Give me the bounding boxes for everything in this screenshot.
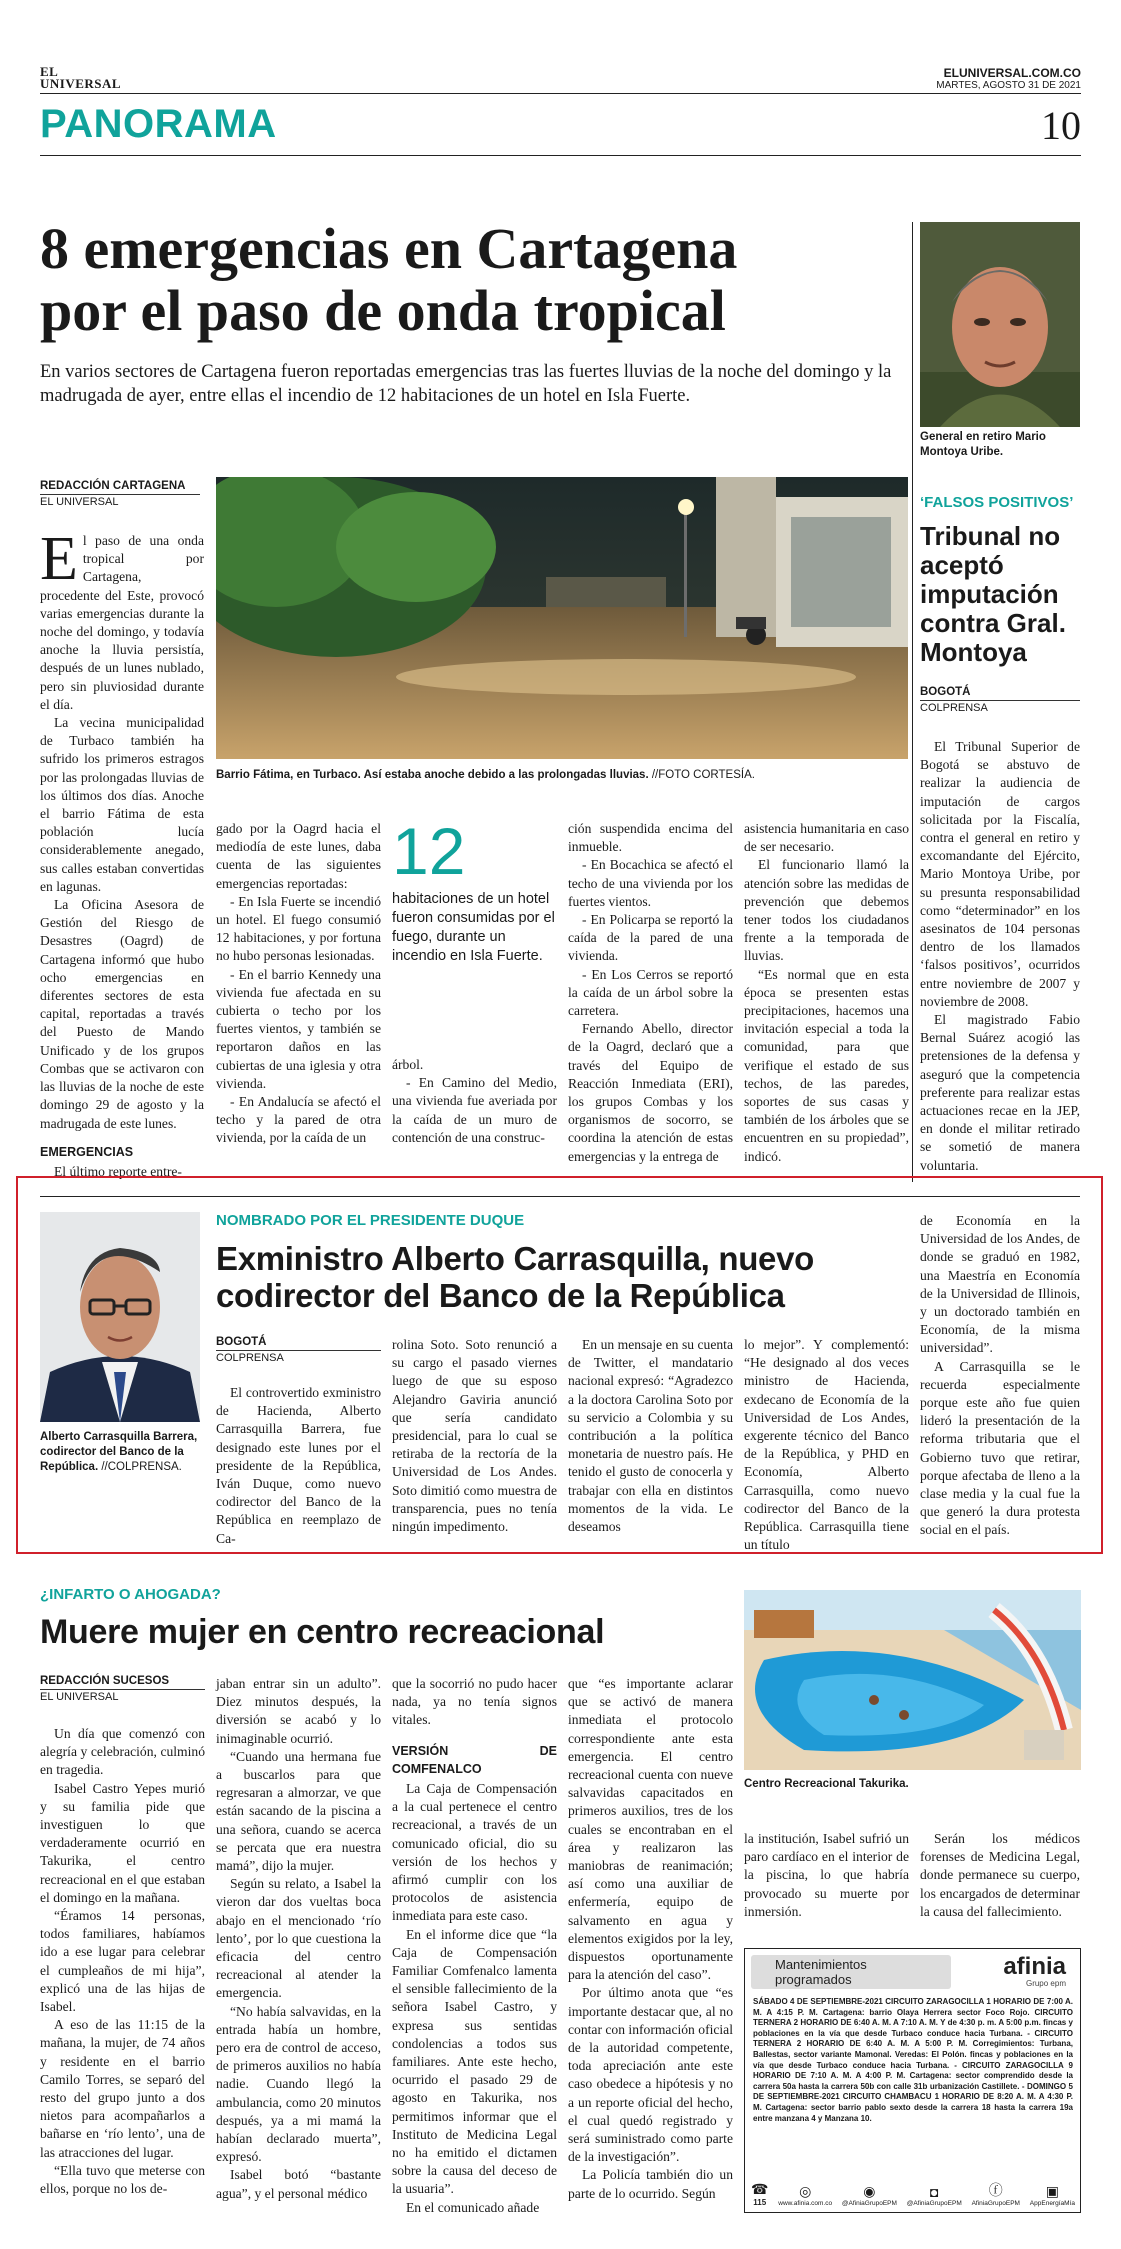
ad-title-line2: programados (775, 1972, 852, 1987)
pullquote-number: 12 (392, 814, 466, 888)
box-top-rule (40, 1196, 1080, 1197)
bottom-col-5 (744, 1830, 909, 1921)
main-col2-b3: - En Andalucía se afectó el techo y la pared de otra vivienda, por la caída de un (216, 1094, 381, 1146)
main-col4-b2: - En Policarpa se reportó la caída de la pared de una vivienda. (568, 912, 733, 964)
bottom-col3-p1: que la socorrió no pudo hacer nada, ya no tenía signos vitales. (392, 1676, 557, 1728)
carrasquilla-caption (40, 1430, 200, 1475)
byline-name: BOGOTÁ (920, 686, 971, 698)
caption-credit: //FOTO CORTESÍA. (651, 769, 755, 781)
ad-title-line1: Mantenimientos (775, 1957, 867, 1972)
flood-photo (216, 477, 908, 759)
boxed-byline (216, 1336, 381, 1364)
sidebar-kicker: ‘FALSOS POSITIVOS’ (920, 494, 1074, 511)
byline-org: EL UNIVERSAL (40, 494, 200, 508)
ad-footer-item: www.afinia.com.co (778, 2200, 833, 2207)
boxed-col-3 (568, 1336, 733, 1536)
boxed-headline-line1: Exministro Alberto Carrasquilla, nuevo (216, 1240, 815, 1277)
boxed-kicker: NOMBRADO POR EL PRESIDENTE DUQUE (216, 1212, 525, 1229)
main-col1-p1 (40, 525, 204, 714)
main-col5-p2: El funcionario llamó la atención sobre las medidas de prevención que debemos tener todos los ciudadanos frente a la temporada de lluvias. (744, 857, 909, 964)
boxed-col-4 (744, 1336, 909, 1554)
main-col-4 (568, 820, 733, 1166)
afinia-ad (744, 1948, 1081, 2213)
bottom-col-1 (40, 1725, 205, 2198)
main-col4-b1: - En Bocachica se afectó el techo de una vivienda por los fuertes vientos. (568, 857, 733, 909)
byline-org: COLPRENSA (216, 1350, 381, 1364)
byline-org: EL UNIVERSAL (40, 1689, 205, 1703)
byline-org: COLPRENSA (920, 700, 1080, 714)
main-col1-p1-text: l paso de una onda tropical por Cartagena, procedente del Este, provocó varias emergencias durante la noche del domingo, y todavía anoche la lluvia persistía, después de un lunes nublado, pero sin pluviosidad durante el día. (40, 533, 204, 712)
main-col-3 (392, 1056, 557, 1147)
section-rule (40, 155, 1081, 156)
ad-body: SÁBADO 4 DE SEPTIEMBRE-2021 CIRCUITO ZARAGOCILLA 1 HORARIO DE 7:00 A. M. A 4:15 P. M. Cartagena: barrio Olaya Herrera sector Foco Rojo. CIRCUITO TERNERA 2 HORARIO DE 6:40 A. M. A 7:10 A. M. Y de 4:30 p. m. A 5:00 p.m. fincas y poblaciones en la vía que desde Turbaco conduce hacia Turbana. - CIRCUITO TERNERA 2 HORARIO DE 6:40 A. M. A 5:00 P. M. Corregimientos: Turbana, Ballestas, sector variante Mamonal. Veredas: El Polón. fincas y poblaciones en la vía que desde Turbaco conduce hacia Turbana. - CIRCUITO ZARAGOCILLA 9 HORARIO DE 7:10 A. M. A 4:00 P. M. Cartagena: sector comprendido desde la carrera 50a hasta la carrera 50b con calle 31b urbanización Castillete. - DOMINGO 5 DE SEPTIEMBRE-2021 CIRCUITO CHAMBACU 1 HORARIO DE 8:20 A. M. A 4:30 P. M. Cartagena: sector barrio pablo sexto desde la carrera 18 hasta la carrera 19a entre manzana 4 y Manzana 10. (753, 1997, 1073, 2123)
boxed-col5-p2: A Carrasquilla se le recuerda especialmente porque este año fue quien lideró la presentación de la reforma tributaria que el Gobierno tuvo que retirar, porque afectaba de lleno a la clase media y la cual fue la que generó la dura protesta social en el país. (920, 1358, 1080, 1538)
section-title: PANORAMA (40, 102, 277, 146)
boxed-headline (216, 1240, 906, 1314)
boxed-col2-text: rolina Soto. Soto renunció a su cargo el pasado viernes luego de que su esposo Alejandro Gaviria anunció que sería candidato presidencial, para lo cual se retiraba de la rectoría de la Universidad de Los Andes. Soto dimitió como muestra de transparencia, pues no tenía ningún impedimento. (392, 1337, 557, 1535)
main-col5-p3: “Es normal que en esta época se presenten estas precipitaciones, hacemos una invitación especial a toda la comunidad, para que verifique el estado de sus techos, de las paredes, soportes de sus casas y también de los árboles que se encuentren en su propiedad”, indicó. (744, 966, 909, 1164)
bottom-col4-p: La Policía también dio un parte de lo ocurrido. Según (568, 2167, 733, 2201)
boxed-col-2 (392, 1336, 557, 1536)
main-col4-p2: Fernando Abello, director de la Oagrd, declaró que a través del Equipo de Reacción Inmediata (ERI), los grupos Combas y los organismos de socorro, se coordina la atención de estas emergencias y la entrega de (568, 1021, 733, 1164)
boxed-col1-text: El controvertido exministro de Hacienda, Alberto Carrasquilla Barrera, fue designado este lunes por el presidente de la República, Iván Duque, como nuevo codirector del Banco de la República en reemplazo de Ca- (216, 1385, 381, 1546)
main-headline (40, 218, 920, 342)
bottom-col3-p: La Caja de Compensación a la cual pertenece el centro recreacional, a través de un comunicado oficial, dio su versión de los hechos y afirmó cumplir con los protocolos de asistencia inmediata para este caso. (392, 1781, 557, 1924)
byline-name: REDACCIÓN CARTAGENA (40, 480, 186, 492)
takurika-caption: Centro Recreacional Takurika. (744, 1778, 909, 1790)
bottom-byline (40, 1675, 205, 1703)
main-byline (40, 480, 200, 508)
ad-title (775, 1957, 867, 1987)
boxed-col-1 (216, 1384, 381, 1548)
main-col2-b1: - En Isla Fuerte se incendió un hotel. El fuego consumió 12 habitaciones, y por fortuna no hubo personas lesionadas. (216, 893, 381, 964)
header-rule (40, 93, 1081, 94)
ad-brand-sub: Grupo epm (1025, 1979, 1066, 1988)
bottom-col1-p: “Ella tuvo que meterse con ellos, porque no los de- (40, 2162, 205, 2197)
main-col-5 (744, 820, 909, 1166)
main-col1-p4: El último reporte entre- (54, 1163, 182, 1179)
phone-icon: ☎ 115 (751, 2181, 769, 2207)
takurika-photo (744, 1590, 1081, 1770)
montoya-caption: General en retiro Mario Montoya Uribe. (920, 431, 1046, 458)
ad-footer-item: @AfiniaGrupoEPM (906, 2200, 962, 2207)
bottom-col2-p: jaban entrar sin un adulto”. Diez minutos después, la diversión se acabó y lo inimaginable ocurrió. (216, 1676, 381, 1746)
ad-footer-item: AppEnergíaMía (1029, 2200, 1075, 2207)
main-col2-b2: - En el barrio Kennedy una vivienda fue afectada en su cubierta o techo por los fuertes vientos, y también se reportaron daños en las cubiertas de una iglesia y otra vivienda. (216, 966, 381, 1091)
boxed-headline-line2: codirector del Banco de la República (216, 1277, 785, 1314)
bottom-col1-p: A eso de las 11:15 de la mañana, la mujer, de 74 años y residente en el barrio Camilo Torres, se separó del resto del grupo junto a dos nietos para acompañarlos a bañarse en ‘río lento’, una de las atracciones del lugar. (40, 2017, 205, 2160)
ad-brand: afinia (1003, 1953, 1066, 1980)
main-col1-p2: La vecina municipalidad de Turbaco también ha sufrido los primeros estragos por las prolongadas lluvias de los últimos dos días. Anoche el barrio Fátima de esta población lucía considerablemente anegado, sus calles estaban convertidas en lagunas. (40, 715, 204, 894)
bottom-col2-p: Según su relato, a Isabel la vieron dar dos vueltas boca abajo en el mencionado ‘río lento’, por lo que cuestiona la eficacia del centro recreacional al atender la emergencia. (216, 1876, 381, 2001)
main-col5-text: asistencia humanitaria en caso de ser necesario. (744, 821, 909, 855)
ad-footer-item: AfiniaGrupoEPM (971, 2200, 1020, 2207)
main-deck: En varios sectores de Cartagena fueron reportadas emergencias tras las fuertes lluvias de la noche del domingo y la madrugada de ayer, entre ellas el incendio de 12 habitaciones de un hotel en Isla Fuerte. (40, 362, 892, 406)
ad-footer-item: 115 (753, 2198, 767, 2207)
dropcap: E (40, 525, 78, 593)
caption-text: Barrio Fátima, en Turbaco. Así estaba anoche debido a las prolongadas lluvias. (216, 769, 649, 781)
bottom-col2-p: “No había salvavidas, en la entrada había un hombre, pero era de control de acceso, de primeros auxilios no había nadie. Cuando llegó la ambulancia, como 20 minutos después, ya a mi mamá la habían declarado muerta”, expresó. (216, 2003, 381, 2165)
main-col3-b1: - En Camino del Medio, una vivienda fue averiada por la caída de un muro de contención de una construc- (392, 1075, 557, 1145)
bottom-col-6 (920, 1830, 1080, 1921)
boxed-col3-text: En un mensaje en su cuenta de Twitter, el mandatario nacional expresó: “Agradezco a la doctora Carolina Soto por su servicio a Colombia y su contribución a la política monetaria de nuestro país. He tenido el gusto de conocerla y trabajar con ella en distintos momentos de la vida. Le deseamos (568, 1337, 733, 1535)
sidebar-p1: El Tribunal Superior de Bogotá se abstuvo de realizar la audiencia de imputación de cargos solicitada por la Fiscalía, contra el general en retiro y excomandante del Ejército, Mario Montoya Uribe, por su presunta responsabilidad como “determinador” en los asesinatos de 104 personas dentro de los llamados ‘falsos positivos’, ocurridos entre noviembre de 2007 y noviembre de 2008. (920, 739, 1080, 1009)
bottom-col2-p: Isabel botó “bastante agua”, y el personal médico (216, 2167, 381, 2201)
main-headline-line2: por el paso de onda tropical (40, 278, 726, 343)
ad-footer (751, 2173, 1075, 2207)
bottom-col-3 (392, 1675, 557, 2217)
caption-text: Alberto Carrasquilla Barrera, codirector del Banco de la República. (40, 1431, 198, 1473)
boxed-col-5 (920, 1212, 1080, 1540)
flood-photo-svg (216, 477, 908, 759)
sidebar-body (920, 738, 1080, 1175)
boxed-col4-text: lo mejor”. Y complementó: “He designado al dos veces ministro de Hacienda, exdecano de Economía de la Universidad de Los Andes, exgerente técnico del Banco de la República, y PHD en Economía, Alberto Carrasquilla, como nuevo codirector del Banco de la República. Carrasquilla tiene un título (744, 1337, 909, 1553)
caption-credit: //COLPRENSA. (101, 1461, 182, 1473)
bottom-col1-p: “Éramos 14 personas, todos familiares, habíamos ido a ese lugar para celebrar el cumpleaños de mi hija”, explicó una de las hijas de Isabel. (40, 1908, 205, 2015)
main-col3-text: árbol. (392, 1057, 424, 1072)
carrasquilla-photo-svg (40, 1212, 200, 1422)
sidebar-p2: El magistrado Fabio Bernal Suárez acogió las pretensiones de la defensa y aseguró que la competencia preferente para realizar estas actuaciones recae en la JEP, en donde el militar retirado se sometió de manera voluntaria. (920, 1012, 1080, 1173)
flood-photo-caption (216, 768, 908, 783)
bottom-headline: Muere mujer en centro recreacional (40, 1613, 605, 1651)
bottom-kicker: ¿INFARTO O AHOGADA? (40, 1586, 221, 1603)
bottom-col6-text: Serán los médicos forenses de Medicina Legal, donde permanece su cuerpo, los encargados de determinar la causa del fallecimiento. (920, 1831, 1080, 1919)
boxed-col5-p1: de Economía en la Universidad de los Andes, de donde se graduó en 1982, una Maestría en Economía de la Universidad de Illinois, y un doctorado también en Economía, de la misma universidad”. (920, 1213, 1080, 1356)
web-icon: ◎ www.afinia.com.co (778, 2183, 833, 2207)
sidebar-headline: Tribunal no aceptó imputación contra Gral. Montoya (920, 521, 1066, 667)
takurika-photo-svg (744, 1590, 1081, 1770)
bottom-col3-subhead: VERSIÓN DE COMFENALCO (392, 1743, 557, 1776)
carrasquilla-photo (40, 1212, 200, 1422)
bottom-col1-p: Un día que comenzó con alegría y celebración, culminó en tragedia. (40, 1726, 205, 1778)
facebook-icon: ⓕ AfiniaGrupoEPM (971, 2182, 1020, 2207)
instagram-icon: ◘ @AfiniaGrupoEPM (906, 2184, 962, 2207)
montoya-photo-svg (920, 222, 1080, 427)
bottom-col4-p: que “es importante aclarar que se activó de manera inmediata el protocolo correspondiente ante esta emergencia. El centro recreacional cuenta con nueve salvavidas capacitados en primeros auxilios, tres de los cuales se encontraban en el área y realizaron las maniobras de reanimación; así como una auxiliar de enfermería, equipo de salvamento en agua y elementos exigidos por la ley, dispuestos oportunamente para la atención del caso”. (568, 1676, 733, 1983)
bottom-col-2 (216, 1675, 381, 2203)
main-col2-text: gado por la Oagrd hacia el mediodía de este lunes, daba cuenta de las siguientes emergencias reportadas: (216, 821, 381, 891)
sidebar-byline (920, 686, 1080, 714)
site-url: ELUNIVERSAL.COM.CO (943, 66, 1081, 80)
main-headline-line1: 8 emergencias en Cartagena (40, 216, 738, 281)
main-col-1 (40, 525, 204, 1181)
main-col1-p3: La Oficina Asesora de Gestión del Riesgo de Desastres (Oagrd) de Cartagena informó que hubo ocho emergencias en diferentes sectores de esta capital, reportadas a través del Puesto de Mando Unificado y de los grupos Combas que se activaron con las lluvias de la noche de este domingo 29 de agosto y la madrugada de este lunes. (40, 897, 204, 1131)
page-number: 10 (1041, 103, 1081, 148)
bottom-col3-p: En el informe dice que “la Caja de Compensación Familiar Comfenalco lamenta el sensible fallecimiento de la señora Isabel Castro, y expresa sus sentidas condolencias a todos sus familiares. Ante este hecho, ocurrido el pasado 29 de agosto en Takurika, nos permitimos informar que el Instituto de Medicina Legal no ha emitido el dictamen sobre la causa del deceso de la usuaria”. (392, 1926, 557, 2197)
twitter-icon: ◉ @AfiniaGrupoEPM (841, 2183, 897, 2207)
byline-name: BOGOTÁ (216, 1336, 267, 1348)
main-col-2 (216, 820, 381, 1148)
issue-date: MARTES, AGOSTO 31 DE 2021 (936, 80, 1081, 91)
bottom-col3-p: En el comunicado añade (406, 2199, 540, 2215)
app-icon: ▣ AppEnergíaMía (1029, 2183, 1075, 2207)
bottom-col1-p: Isabel Castro Yepes murió y su familia pide que investiguen lo que verdaderamente ocurrió en Takurika, el centro recreacional en el que estaban el domingo en la mañana. (40, 1780, 205, 1905)
bottom-col-4 (568, 1675, 733, 2203)
main-col4-text: ción suspendida encima del inmueble. (568, 821, 733, 855)
column-divider (912, 222, 913, 1182)
bottom-col2-p: “Cuando una hermana fue a buscarlos para que regresaran a almorzar, ve que están sacando de la piscina a una señora, cuando se acerca se percata que era nuestra mamá”, dijo la mujer. (216, 1748, 381, 1874)
main-col4-b3: - En Los Cerros se reportó la caída de un árbol sobre la carretera. (568, 966, 733, 1019)
pullquote-text: habitaciones de un hotel fueron consumidas por el fuego, durante un incendio en Isla Fuerte. (392, 891, 555, 964)
main-col1-subhead: EMERGENCIAS (40, 1144, 134, 1159)
montoya-photo (920, 222, 1080, 427)
bottom-col5-text: la institución, Isabel sufrió un paro cardíaco en el interior de la piscina, lo que habría provocado su muerte por inmersión. (744, 1831, 909, 1919)
ad-footer-item: @AfiniaGrupoEPM (841, 2200, 897, 2207)
masthead-logo: EL UNIVERSAL (40, 64, 122, 91)
byline-name: REDACCIÓN SUCESOS (40, 1675, 170, 1687)
bottom-col4-p: Por último anota que “es importante destacar que, al no contar con información oficial de la autoridad competente, toda apreciación ante este caso obedece a hipótesis y no a un reporte oficial del hecho, el cual quedó registrado y será suministrado como parte de la investigación”. (568, 1985, 733, 2165)
